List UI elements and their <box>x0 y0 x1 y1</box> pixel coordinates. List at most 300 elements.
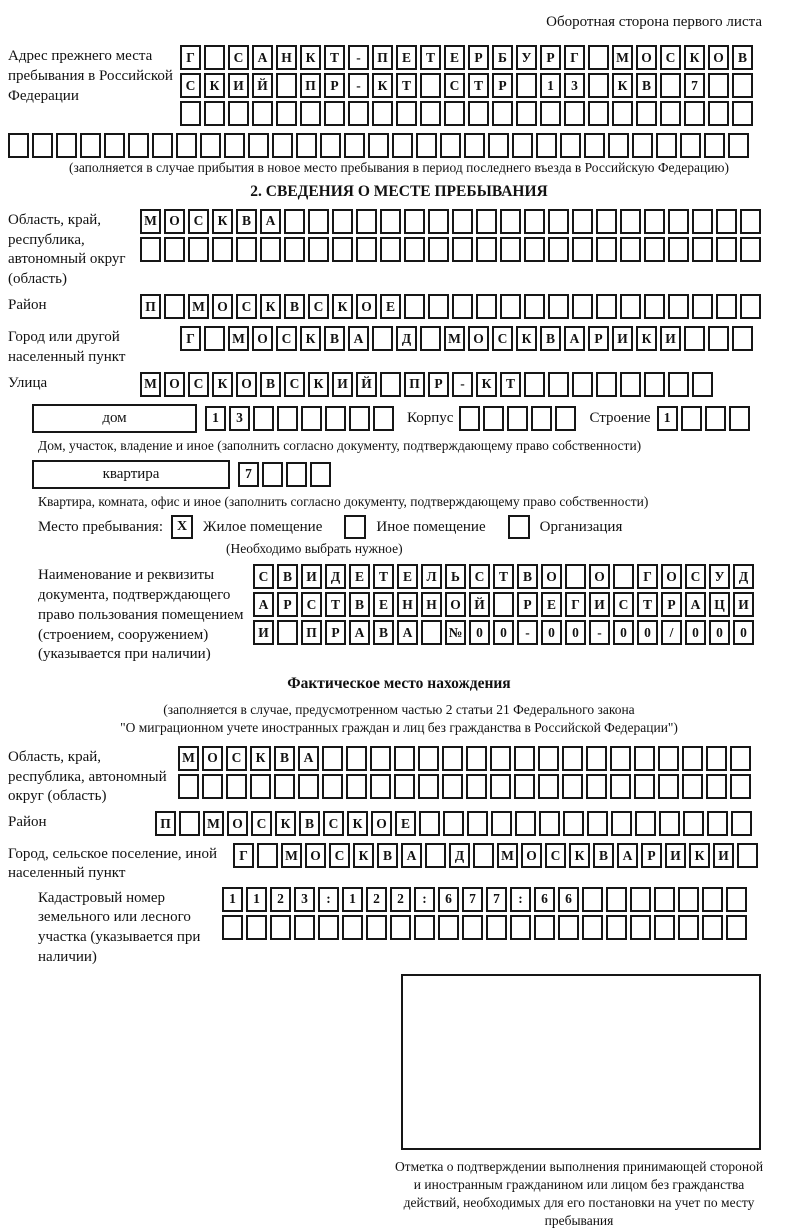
char-cell[interactable]: С <box>284 372 305 397</box>
char-cell[interactable]: 1 <box>342 887 363 912</box>
char-cell[interactable]: В <box>274 746 295 771</box>
char-cell[interactable] <box>613 564 634 589</box>
char-cell[interactable] <box>394 774 415 799</box>
char-cell[interactable] <box>418 774 439 799</box>
cadastral-row-1[interactable] <box>222 887 750 912</box>
cadastral-row-2[interactable] <box>222 915 750 940</box>
char-cell[interactable]: К <box>689 843 710 868</box>
char-cell[interactable] <box>452 294 473 319</box>
char-cell[interactable] <box>587 811 608 836</box>
char-cell[interactable] <box>588 73 609 98</box>
char-cell[interactable]: Л <box>421 564 442 589</box>
char-cell[interactable]: - <box>348 45 369 70</box>
char-cell[interactable]: 0 <box>469 620 490 645</box>
char-cell[interactable] <box>294 915 315 940</box>
char-cell[interactable]: Т <box>500 372 521 397</box>
char-cell[interactable] <box>512 133 533 158</box>
char-cell[interactable] <box>548 372 569 397</box>
char-cell[interactable]: О <box>305 843 326 868</box>
char-cell[interactable]: Д <box>449 843 470 868</box>
char-cell[interactable]: Р <box>517 592 538 617</box>
char-cell[interactable] <box>8 133 29 158</box>
char-cell[interactable]: Т <box>324 45 345 70</box>
char-cell[interactable]: О <box>445 592 466 617</box>
char-cell[interactable]: 7 <box>238 462 259 487</box>
char-cell[interactable] <box>202 774 223 799</box>
apartment-number-cells[interactable] <box>238 462 334 487</box>
char-cell[interactable] <box>346 774 367 799</box>
char-cell[interactable]: Д <box>325 564 346 589</box>
char-cell[interactable]: Й <box>356 372 377 397</box>
char-cell[interactable] <box>204 45 225 70</box>
char-cell[interactable]: П <box>404 372 425 397</box>
char-cell[interactable] <box>486 915 507 940</box>
char-cell[interactable] <box>324 101 345 126</box>
char-cell[interactable]: С <box>492 326 513 351</box>
char-cell[interactable] <box>204 101 225 126</box>
char-cell[interactable] <box>396 101 417 126</box>
char-cell[interactable]: К <box>300 326 321 351</box>
char-cell[interactable]: - <box>452 372 473 397</box>
char-cell[interactable]: В <box>636 73 657 98</box>
char-cell[interactable] <box>582 887 603 912</box>
char-cell[interactable]: И <box>733 592 754 617</box>
char-cell[interactable]: А <box>397 620 418 645</box>
region-row-1[interactable] <box>140 209 764 234</box>
char-cell[interactable] <box>514 746 535 771</box>
char-cell[interactable] <box>56 133 77 158</box>
char-cell[interactable] <box>692 294 713 319</box>
char-cell[interactable] <box>370 774 391 799</box>
char-cell[interactable]: Г <box>637 564 658 589</box>
char-cell[interactable]: С <box>226 746 247 771</box>
char-cell[interactable] <box>276 73 297 98</box>
char-cell[interactable] <box>716 237 737 262</box>
char-cell[interactable] <box>491 811 512 836</box>
char-cell[interactable]: 0 <box>733 620 754 645</box>
char-cell[interactable]: К <box>275 811 296 836</box>
char-cell[interactable]: В <box>540 326 561 351</box>
char-cell[interactable]: Р <box>588 326 609 351</box>
char-cell[interactable] <box>349 406 370 431</box>
char-cell[interactable]: К <box>212 372 233 397</box>
char-cell[interactable] <box>236 237 257 262</box>
char-cell[interactable]: О <box>708 45 729 70</box>
char-cell[interactable]: Е <box>397 564 418 589</box>
char-cell[interactable]: 6 <box>534 887 555 912</box>
char-cell[interactable]: Т <box>396 73 417 98</box>
char-cell[interactable] <box>514 774 535 799</box>
char-cell[interactable] <box>418 746 439 771</box>
char-cell[interactable]: П <box>140 294 161 319</box>
prev-address-row-3[interactable] <box>180 101 756 126</box>
char-cell[interactable]: - <box>517 620 538 645</box>
char-cell[interactable]: А <box>348 326 369 351</box>
char-cell[interactable] <box>572 209 593 234</box>
char-cell[interactable]: М <box>203 811 224 836</box>
char-cell[interactable] <box>226 774 247 799</box>
city-row[interactable] <box>180 326 756 351</box>
char-cell[interactable] <box>493 592 514 617</box>
char-cell[interactable]: 0 <box>613 620 634 645</box>
char-cell[interactable] <box>476 237 497 262</box>
char-cell[interactable] <box>419 811 440 836</box>
char-cell[interactable]: В <box>260 372 281 397</box>
char-cell[interactable]: О <box>227 811 248 836</box>
char-cell[interactable] <box>620 237 641 262</box>
char-cell[interactable] <box>270 915 291 940</box>
char-cell[interactable] <box>421 620 442 645</box>
char-cell[interactable] <box>310 462 331 487</box>
char-cell[interactable]: - <box>589 620 610 645</box>
char-cell[interactable] <box>524 372 545 397</box>
char-cell[interactable] <box>200 133 221 158</box>
prev-address-row-1[interactable] <box>180 45 756 70</box>
char-cell[interactable] <box>490 774 511 799</box>
char-cell[interactable] <box>644 294 665 319</box>
char-cell[interactable] <box>555 406 576 431</box>
korpus-cells[interactable] <box>459 406 579 431</box>
char-cell[interactable] <box>706 746 727 771</box>
char-cell[interactable] <box>630 915 651 940</box>
checkbox-residential[interactable]: X <box>171 515 193 539</box>
char-cell[interactable] <box>416 133 437 158</box>
char-cell[interactable] <box>308 237 329 262</box>
char-cell[interactable]: И <box>228 73 249 98</box>
char-cell[interactable] <box>586 774 607 799</box>
char-cell[interactable]: Р <box>468 45 489 70</box>
char-cell[interactable] <box>548 294 569 319</box>
char-cell[interactable]: А <box>564 326 585 351</box>
char-cell[interactable]: Р <box>492 73 513 98</box>
char-cell[interactable]: Р <box>641 843 662 868</box>
char-cell[interactable]: 7 <box>486 887 507 912</box>
char-cell[interactable] <box>298 774 319 799</box>
char-cell[interactable] <box>390 915 411 940</box>
char-cell[interactable]: П <box>300 73 321 98</box>
char-cell[interactable] <box>620 372 641 397</box>
char-cell[interactable] <box>320 133 341 158</box>
char-cell[interactable]: В <box>299 811 320 836</box>
char-cell[interactable]: О <box>252 326 273 351</box>
char-cell[interactable]: Д <box>733 564 754 589</box>
char-cell[interactable] <box>531 406 552 431</box>
char-cell[interactable] <box>308 209 329 234</box>
char-cell[interactable]: Е <box>349 564 370 589</box>
char-cell[interactable]: К <box>372 73 393 98</box>
char-cell[interactable]: О <box>212 294 233 319</box>
char-cell[interactable]: 6 <box>438 887 459 912</box>
char-cell[interactable] <box>737 843 758 868</box>
char-cell[interactable]: У <box>709 564 730 589</box>
char-cell[interactable] <box>572 294 593 319</box>
char-cell[interactable] <box>516 73 537 98</box>
char-cell[interactable] <box>252 101 273 126</box>
char-cell[interactable]: : <box>318 887 339 912</box>
char-cell[interactable] <box>250 774 271 799</box>
char-cell[interactable] <box>683 811 704 836</box>
char-cell[interactable] <box>716 209 737 234</box>
char-cell[interactable]: А <box>253 592 274 617</box>
char-cell[interactable] <box>659 811 680 836</box>
char-cell[interactable] <box>596 237 617 262</box>
char-cell[interactable] <box>372 326 393 351</box>
char-cell[interactable] <box>492 101 513 126</box>
char-cell[interactable] <box>524 294 545 319</box>
char-cell[interactable] <box>276 101 297 126</box>
char-cell[interactable]: С <box>253 564 274 589</box>
char-cell[interactable] <box>300 101 321 126</box>
char-cell[interactable] <box>656 133 677 158</box>
char-cell[interactable]: К <box>612 73 633 98</box>
char-cell[interactable] <box>708 101 729 126</box>
char-cell[interactable] <box>681 406 702 431</box>
char-cell[interactable]: Р <box>661 592 682 617</box>
document-row-2[interactable] <box>253 592 757 617</box>
char-cell[interactable]: А <box>349 620 370 645</box>
char-cell[interactable] <box>692 237 713 262</box>
char-cell[interactable] <box>692 372 713 397</box>
char-cell[interactable] <box>560 133 581 158</box>
char-cell[interactable] <box>490 746 511 771</box>
char-cell[interactable] <box>476 209 497 234</box>
char-cell[interactable]: В <box>324 326 345 351</box>
char-cell[interactable] <box>716 294 737 319</box>
char-cell[interactable] <box>176 133 197 158</box>
char-cell[interactable]: 0 <box>709 620 730 645</box>
char-cell[interactable]: М <box>140 372 161 397</box>
char-cell[interactable]: Г <box>564 45 585 70</box>
char-cell[interactable] <box>507 406 528 431</box>
actual-district-row[interactable] <box>155 811 755 836</box>
char-cell[interactable] <box>548 237 569 262</box>
region-row-2[interactable] <box>140 237 764 262</box>
char-cell[interactable]: Е <box>396 45 417 70</box>
char-cell[interactable]: Г <box>233 843 254 868</box>
char-cell[interactable] <box>284 209 305 234</box>
char-cell[interactable] <box>356 209 377 234</box>
char-cell[interactable] <box>610 774 631 799</box>
char-cell[interactable] <box>660 101 681 126</box>
char-cell[interactable] <box>356 237 377 262</box>
char-cell[interactable]: С <box>613 592 634 617</box>
char-cell[interactable] <box>140 237 161 262</box>
char-cell[interactable]: Р <box>540 45 561 70</box>
char-cell[interactable]: Р <box>324 73 345 98</box>
char-cell[interactable]: 6 <box>558 887 579 912</box>
char-cell[interactable]: Т <box>468 73 489 98</box>
char-cell[interactable]: Г <box>565 592 586 617</box>
char-cell[interactable] <box>204 326 225 351</box>
char-cell[interactable]: А <box>298 746 319 771</box>
char-cell[interactable] <box>425 843 446 868</box>
char-cell[interactable]: Е <box>541 592 562 617</box>
char-cell[interactable]: С <box>236 294 257 319</box>
char-cell[interactable]: О <box>521 843 542 868</box>
char-cell[interactable] <box>372 101 393 126</box>
char-cell[interactable]: Н <box>421 592 442 617</box>
char-cell[interactable]: Р <box>277 592 298 617</box>
char-cell[interactable]: О <box>541 564 562 589</box>
char-cell[interactable]: С <box>276 326 297 351</box>
char-cell[interactable] <box>524 237 545 262</box>
char-cell[interactable] <box>588 45 609 70</box>
char-cell[interactable] <box>596 209 617 234</box>
char-cell[interactable]: К <box>569 843 590 868</box>
char-cell[interactable] <box>635 811 656 836</box>
char-cell[interactable] <box>668 294 689 319</box>
char-cell[interactable] <box>630 887 651 912</box>
char-cell[interactable] <box>538 774 559 799</box>
char-cell[interactable]: 0 <box>541 620 562 645</box>
char-cell[interactable] <box>420 101 441 126</box>
char-cell[interactable] <box>392 133 413 158</box>
char-cell[interactable] <box>740 294 761 319</box>
char-cell[interactable] <box>634 746 655 771</box>
char-cell[interactable] <box>729 406 750 431</box>
char-cell[interactable] <box>253 406 274 431</box>
stroenie-cells[interactable] <box>657 406 753 431</box>
char-cell[interactable] <box>608 133 629 158</box>
char-cell[interactable]: : <box>510 887 531 912</box>
char-cell[interactable]: И <box>301 564 322 589</box>
char-cell[interactable]: Е <box>444 45 465 70</box>
char-cell[interactable]: 1 <box>222 887 243 912</box>
char-cell[interactable]: А <box>260 209 281 234</box>
char-cell[interactable] <box>476 294 497 319</box>
char-cell[interactable] <box>318 915 339 940</box>
char-cell[interactable]: 3 <box>294 887 315 912</box>
char-cell[interactable] <box>368 133 389 158</box>
char-cell[interactable] <box>515 811 536 836</box>
char-cell[interactable] <box>658 774 679 799</box>
char-cell[interactable]: Б <box>492 45 513 70</box>
char-cell[interactable] <box>596 294 617 319</box>
char-cell[interactable] <box>296 133 317 158</box>
char-cell[interactable] <box>702 915 723 940</box>
char-cell[interactable] <box>584 133 605 158</box>
char-cell[interactable] <box>322 774 343 799</box>
char-cell[interactable] <box>420 326 441 351</box>
char-cell[interactable]: 0 <box>685 620 706 645</box>
char-cell[interactable] <box>248 133 269 158</box>
char-cell[interactable] <box>459 406 480 431</box>
char-cell[interactable]: В <box>593 843 614 868</box>
char-cell[interactable] <box>428 237 449 262</box>
char-cell[interactable] <box>380 237 401 262</box>
char-cell[interactable] <box>684 101 705 126</box>
char-cell[interactable]: 2 <box>390 887 411 912</box>
char-cell[interactable]: Й <box>252 73 273 98</box>
char-cell[interactable]: Т <box>637 592 658 617</box>
char-cell[interactable] <box>565 564 586 589</box>
char-cell[interactable] <box>582 915 603 940</box>
char-cell[interactable] <box>636 101 657 126</box>
char-cell[interactable]: Е <box>395 811 416 836</box>
char-cell[interactable] <box>678 915 699 940</box>
char-cell[interactable]: Р <box>325 620 346 645</box>
document-row-1[interactable] <box>253 564 757 589</box>
char-cell[interactable]: И <box>253 620 274 645</box>
char-cell[interactable] <box>730 774 751 799</box>
char-cell[interactable] <box>420 73 441 98</box>
char-cell[interactable] <box>260 237 281 262</box>
char-cell[interactable] <box>442 746 463 771</box>
char-cell[interactable] <box>680 133 701 158</box>
char-cell[interactable] <box>404 209 425 234</box>
char-cell[interactable]: И <box>612 326 633 351</box>
char-cell[interactable] <box>128 133 149 158</box>
char-cell[interactable] <box>286 462 307 487</box>
char-cell[interactable]: В <box>373 620 394 645</box>
char-cell[interactable] <box>344 133 365 158</box>
char-cell[interactable] <box>684 326 705 351</box>
char-cell[interactable] <box>466 746 487 771</box>
char-cell[interactable]: М <box>612 45 633 70</box>
char-cell[interactable] <box>468 101 489 126</box>
char-cell[interactable]: М <box>178 746 199 771</box>
char-cell[interactable] <box>539 811 560 836</box>
char-cell[interactable]: С <box>308 294 329 319</box>
char-cell[interactable]: П <box>301 620 322 645</box>
char-cell[interactable] <box>180 101 201 126</box>
char-cell[interactable] <box>380 372 401 397</box>
char-cell[interactable]: С <box>685 564 706 589</box>
char-cell[interactable]: М <box>497 843 518 868</box>
char-cell[interactable]: 1 <box>246 887 267 912</box>
char-cell[interactable]: О <box>468 326 489 351</box>
char-cell[interactable] <box>707 811 728 836</box>
char-cell[interactable]: И <box>665 843 686 868</box>
char-cell[interactable] <box>620 294 641 319</box>
actual-region-row-2[interactable] <box>178 774 754 799</box>
char-cell[interactable] <box>404 294 425 319</box>
char-cell[interactable] <box>80 133 101 158</box>
char-cell[interactable] <box>728 133 749 158</box>
char-cell[interactable]: В <box>277 564 298 589</box>
char-cell[interactable] <box>164 294 185 319</box>
char-cell[interactable]: А <box>685 592 706 617</box>
char-cell[interactable] <box>562 774 583 799</box>
char-cell[interactable]: У <box>516 45 537 70</box>
char-cell[interactable]: С <box>228 45 249 70</box>
char-cell[interactable] <box>483 406 504 431</box>
char-cell[interactable] <box>414 915 435 940</box>
char-cell[interactable] <box>222 915 243 940</box>
char-cell[interactable] <box>178 774 199 799</box>
char-cell[interactable]: К <box>347 811 368 836</box>
char-cell[interactable] <box>452 237 473 262</box>
checkbox-other-premises[interactable] <box>344 515 366 539</box>
char-cell[interactable]: 0 <box>565 620 586 645</box>
char-cell[interactable]: К <box>476 372 497 397</box>
char-cell[interactable] <box>462 915 483 940</box>
house-number-cells[interactable] <box>205 406 397 431</box>
char-cell[interactable]: О <box>661 564 682 589</box>
char-cell[interactable]: : <box>414 887 435 912</box>
char-cell[interactable]: К <box>308 372 329 397</box>
char-cell[interactable] <box>702 887 723 912</box>
char-cell[interactable] <box>606 887 627 912</box>
char-cell[interactable]: О <box>589 564 610 589</box>
char-cell[interactable] <box>438 915 459 940</box>
char-cell[interactable] <box>562 746 583 771</box>
char-cell[interactable] <box>610 746 631 771</box>
char-cell[interactable]: А <box>252 45 273 70</box>
char-cell[interactable] <box>366 915 387 940</box>
char-cell[interactable] <box>348 101 369 126</box>
char-cell[interactable]: С <box>444 73 465 98</box>
